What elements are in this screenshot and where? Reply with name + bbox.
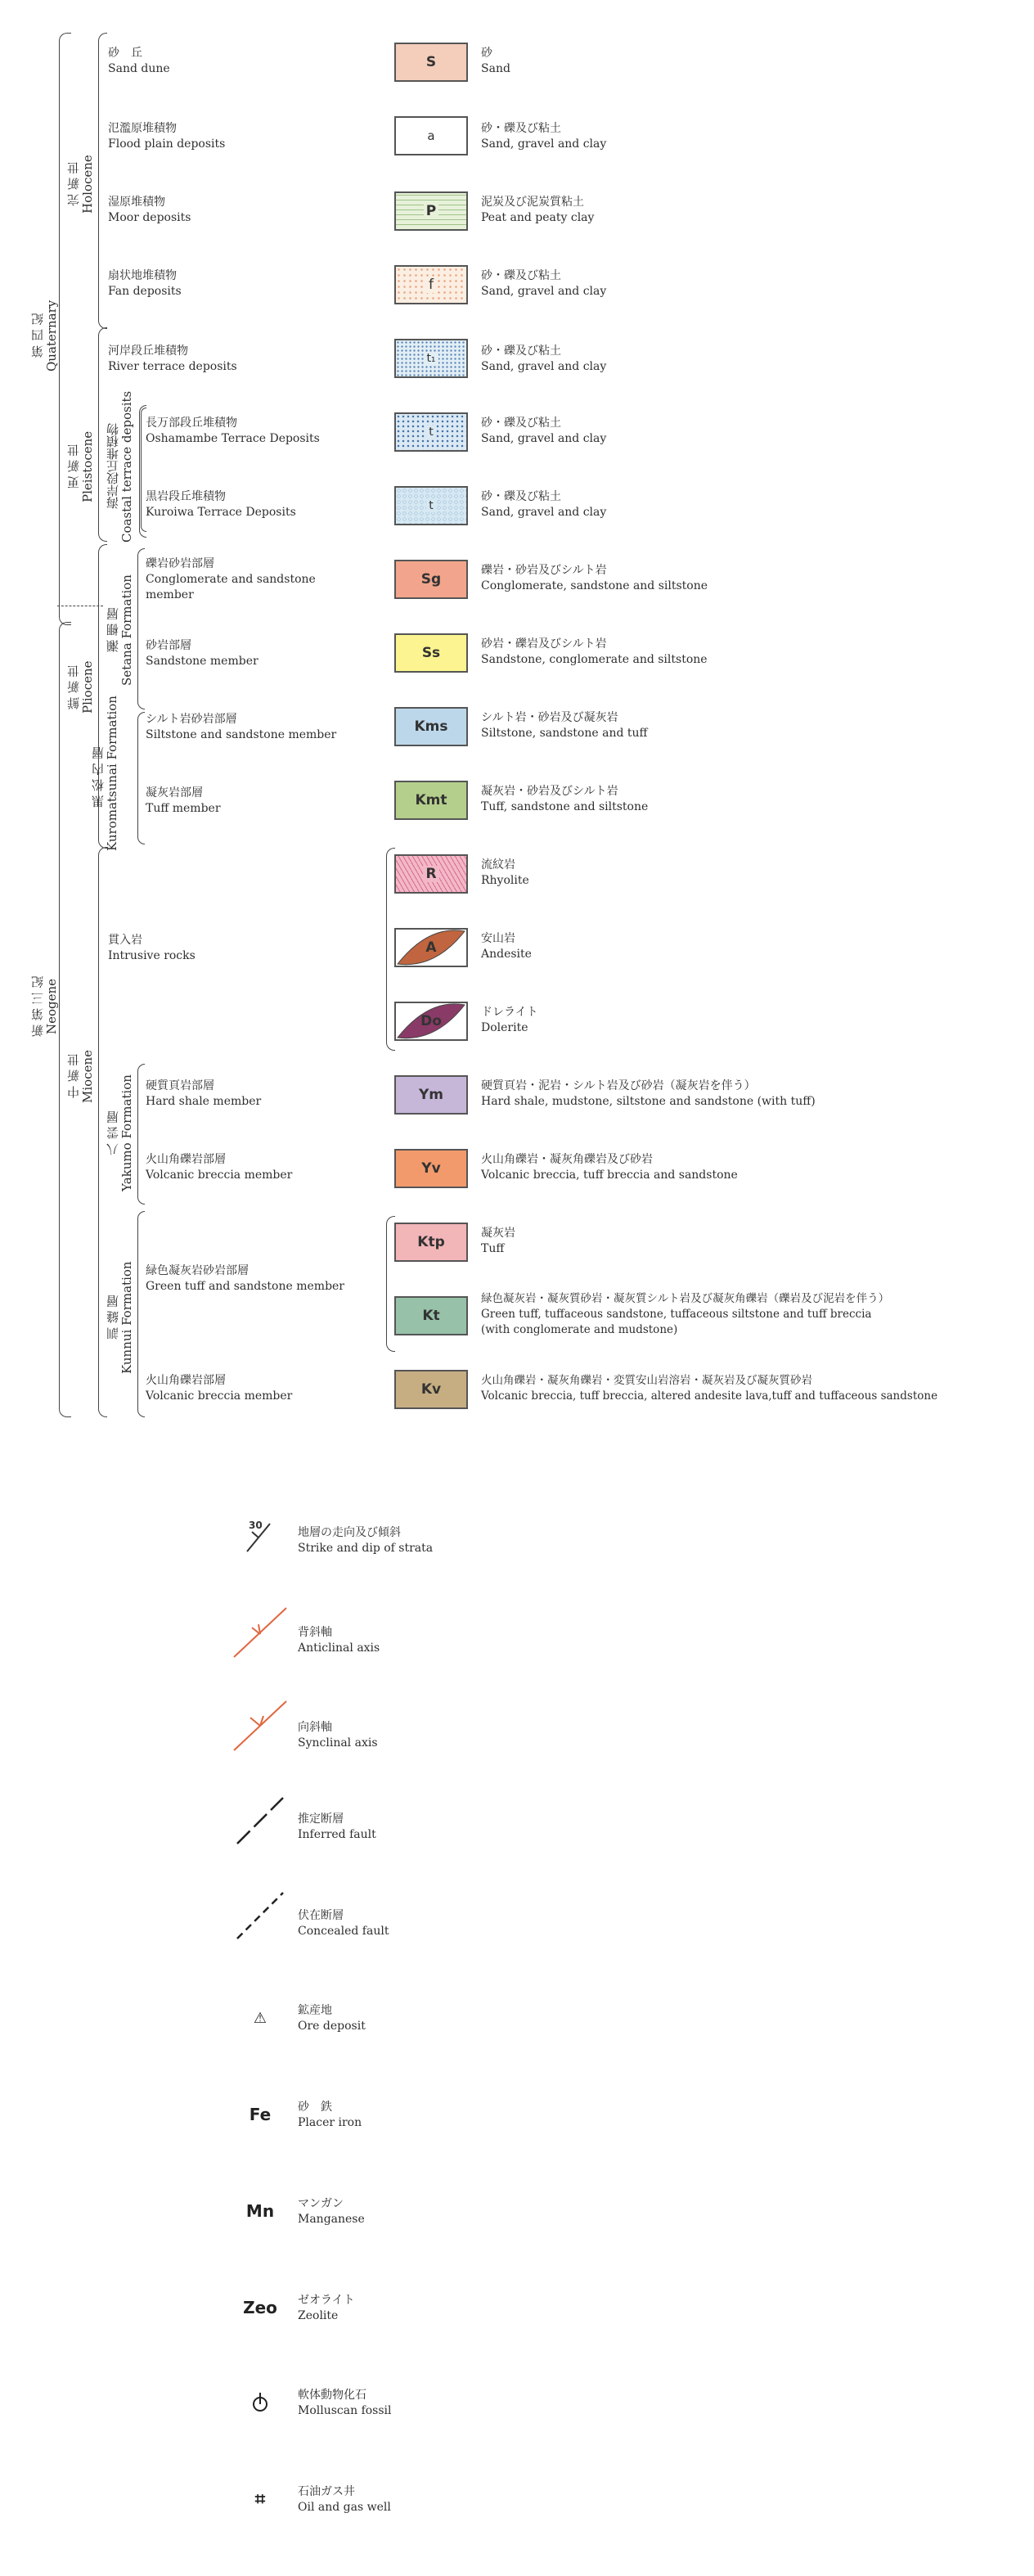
desc-Ss: 砂岩・礫岩及びシルト岩 Sandstone, conglomerate and siltstone bbox=[481, 637, 708, 666]
swatch-f: f bbox=[394, 265, 468, 304]
symbol-label-fossil: 軟体動物化石 Molluscan fossil bbox=[298, 2389, 392, 2417]
pliocene-label: 鮮 新 世 Pliocene bbox=[66, 660, 95, 714]
swatch-Kv: Kv bbox=[394, 1370, 468, 1409]
desc-Ym: 硬質頁岩・泥岩・シルト岩及び砂岩（凝灰岩を伴う） Hard shale, mudstone, siltstone and sandstone (with tuff) bbox=[481, 1079, 816, 1108]
swatch-S: S bbox=[394, 43, 468, 82]
unit-name-intrusive: 貫入岩 Intrusive rocks bbox=[108, 934, 196, 962]
symbol-label-zeolite: ゼオライト Zeolite bbox=[298, 2294, 355, 2322]
unit-name-kunnui-volcanic-breccia: 火山角礫岩部層 Volcanic breccia member bbox=[146, 1374, 293, 1403]
symbol-label-manganese: マンガン Manganese bbox=[298, 2197, 365, 2226]
unit-name-fan: 扇状地堆積物 Fan deposits bbox=[108, 269, 182, 298]
desc-a: 砂・礫及び粘土 Sand, gravel and clay bbox=[481, 122, 607, 151]
symbol-label-placer-iron: 砂 鉄 Placer iron bbox=[298, 2101, 362, 2129]
symbol-label-ore-deposit: 鉱産地 Ore deposit bbox=[298, 2004, 366, 2033]
desc-A: 安山岩 Andesite bbox=[481, 932, 532, 961]
desc-t1: 砂・礫及び粘土 Sand, gravel and clay bbox=[481, 345, 607, 373]
swatch-Ss: Ss bbox=[394, 633, 468, 673]
yakumo-label: 八 雲 層 Yakumo Formation bbox=[106, 1074, 134, 1192]
kuromatsunai-bracket bbox=[137, 712, 145, 844]
swatch-t-kuroiwa: t bbox=[394, 486, 468, 525]
swatch-Kt: Kt bbox=[394, 1296, 468, 1335]
quaternary-bracket bbox=[59, 33, 71, 625]
desc-Ktp: 凝灰岩 Tuff bbox=[481, 1227, 515, 1255]
swatch-R: R bbox=[394, 854, 468, 894]
swatch-Kmt: Kmt bbox=[394, 781, 468, 820]
setana-bracket bbox=[137, 548, 145, 709]
unit-name-oshamambe: 長万部段丘堆積物 Oshamambe Terrace Deposits bbox=[146, 417, 320, 445]
placer-iron-icon: Fe bbox=[249, 2105, 272, 2124]
yakumo-bracket bbox=[137, 1064, 145, 1205]
desc-Kt: 緑色凝灰岩・凝灰質砂岩・凝灰質シルト岩及び凝灰角礫岩（礫岩及び泥岩を伴う） Green tuff, tuffaceous sandstone, tuffaceous siltstone and tuff breccia (with conglomerate and mudstone) bbox=[481, 1292, 890, 1336]
unit-name-moor: 湿原堆積物 Moor deposits bbox=[108, 196, 191, 224]
ore-deposit-icon: ⚠ bbox=[253, 2009, 267, 2027]
unit-name-yakumo-volcanic-breccia: 火山角礫岩部層 Volcanic breccia member bbox=[146, 1153, 293, 1182]
unit-name-green-tuff-sandstone: 緑色凝灰岩砂岩部層 Green tuff and sandstone member bbox=[146, 1264, 345, 1293]
desc-Do: ドレライト Dolerite bbox=[481, 1006, 538, 1034]
unit-name-kuroiwa: 黒岩段丘堆積物 Kuroiwa Terrace Deposits bbox=[146, 490, 296, 519]
unit-name-flood-plain: 氾濫原堆積物 Flood plain deposits bbox=[108, 122, 226, 151]
pleistocene-label: 更 新 世 Pleistocene bbox=[66, 430, 95, 502]
kunnui-label: 訓 縫 層 Kunnui Formation bbox=[106, 1261, 134, 1374]
kuromatsunai-label: 黒 松 内 層 Kuromatsunai Formation bbox=[91, 696, 119, 851]
desc-Kms: シルト岩・砂岩及び凝灰岩 Siltstone, sandstone and tuff bbox=[481, 711, 648, 740]
swatch-Kms: Kms bbox=[394, 707, 468, 746]
unit-name-sandstone: 砂岩部層 Sandstone member bbox=[146, 639, 258, 668]
symbol-label-concealed-fault: 伏在断層 Concealed fault bbox=[298, 1909, 389, 1938]
swatch-P: P bbox=[394, 191, 468, 231]
kunnui-bracket bbox=[137, 1211, 145, 1417]
neogene-label: 新 第 三 紀 Neogene bbox=[30, 975, 59, 1038]
swatch-t1: t₁ bbox=[394, 339, 468, 378]
symbol-label-strike-dip: 地層の走向及び傾斜 Strike and dip of strata bbox=[298, 1526, 434, 1555]
swatch-Ktp: Ktp bbox=[394, 1223, 468, 1262]
fossil-icon bbox=[227, 2378, 293, 2427]
desc-t-kuroiwa: 砂・礫及び粘土 Sand, gravel and clay bbox=[481, 490, 607, 519]
holocene-bracket bbox=[98, 33, 107, 329]
inferred-fault-icon bbox=[227, 1797, 293, 1846]
symbol-label-inferred-fault: 推定断層 Inferred fault bbox=[298, 1813, 376, 1841]
oil-gas-well-icon: ⌗ bbox=[254, 2488, 266, 2510]
anticline-icon bbox=[227, 1609, 293, 1658]
unit-name-hard-shale: 硬質頁岩部層 Hard shale member bbox=[146, 1079, 262, 1108]
concealed-fault-icon bbox=[227, 1892, 293, 1941]
miocene-label: 中 新 世 Miocene bbox=[66, 1049, 95, 1103]
setana-label: 瀬 棚 層 Setana Formation bbox=[106, 574, 134, 686]
desc-Kv: 火山角礫岩・凝灰角礫岩・変質安山岩溶岩・凝灰岩及び凝灰質砂岩 Volcanic breccia, tuff breccia, altered andesite lava,tuff and tuffaceous sandstone bbox=[481, 1374, 938, 1403]
desc-Sg: 礫岩・砂岩及びシルト岩 Conglomerate, sandstone and siltstone bbox=[481, 564, 708, 592]
symbol-label-oil-gas-well: 石油ガス井 Oil and gas well bbox=[298, 2485, 391, 2514]
coastal-terrace-label: 海岸段丘堆積物 Coastal terrace deposits bbox=[106, 390, 134, 543]
strike-dip-icon bbox=[227, 1512, 293, 1561]
desc-R: 流紋岩 Rhyolite bbox=[481, 858, 529, 887]
desc-f: 砂・礫及び粘土 Sand, gravel and clay bbox=[481, 269, 607, 298]
unit-name-sand-dune: 砂 丘 Sand dune bbox=[108, 47, 170, 75]
desc-S: 砂 Sand bbox=[481, 47, 510, 75]
symbol-label-anticline: 背斜軸 Anticlinal axis bbox=[298, 1626, 380, 1655]
swatch-Ym: Ym bbox=[394, 1075, 468, 1115]
holocene-label: 完 新 世 Holocene bbox=[66, 155, 95, 214]
swatch-t-oshamambe: t bbox=[394, 412, 468, 452]
swatch-Do: Do bbox=[394, 1002, 468, 1041]
desc-Kmt: 凝灰岩・砂岩及びシルト岩 Tuff, sandstone and siltstone bbox=[481, 785, 649, 813]
syncline-icon bbox=[227, 1702, 293, 1751]
desc-P: 泥炭及び泥炭質粘土 Peat and peaty clay bbox=[481, 196, 595, 224]
terrace-sub-bracket bbox=[141, 408, 146, 532]
swatch-a: a bbox=[394, 116, 468, 155]
zeolite-icon: Zeo bbox=[243, 2298, 277, 2317]
manganese-icon: Mn bbox=[245, 2201, 275, 2221]
swatch-Yv: Yv bbox=[394, 1149, 468, 1188]
swatch-Sg: Sg bbox=[394, 560, 468, 599]
swatch-A: A bbox=[394, 928, 468, 967]
unit-name-tuff-member: 凝灰岩部層 Tuff member bbox=[146, 786, 221, 815]
symbol-label-syncline: 向斜軸 Synclinal axis bbox=[298, 1721, 378, 1750]
unit-name-river-terrace: 河岸段丘堆積物 River terrace deposits bbox=[108, 345, 237, 373]
desc-t-oshamambe: 砂・礫及び粘土 Sand, gravel and clay bbox=[481, 417, 607, 445]
unit-name-siltstone-sandstone: シルト岩砂岩部層 Siltstone and sandstone member bbox=[146, 713, 337, 741]
quaternary-label: 第 四 紀 Quaternary bbox=[30, 299, 59, 372]
strike-dip-value: 30 bbox=[249, 1520, 263, 1531]
unit-name-conglomerate-sandstone: 礫岩砂岩部層 Conglomerate and sandstone member bbox=[146, 557, 316, 601]
desc-Yv: 火山角礫岩・凝灰角礫岩及び砂岩 Volcanic breccia, tuff breccia and sandstone bbox=[481, 1153, 738, 1182]
